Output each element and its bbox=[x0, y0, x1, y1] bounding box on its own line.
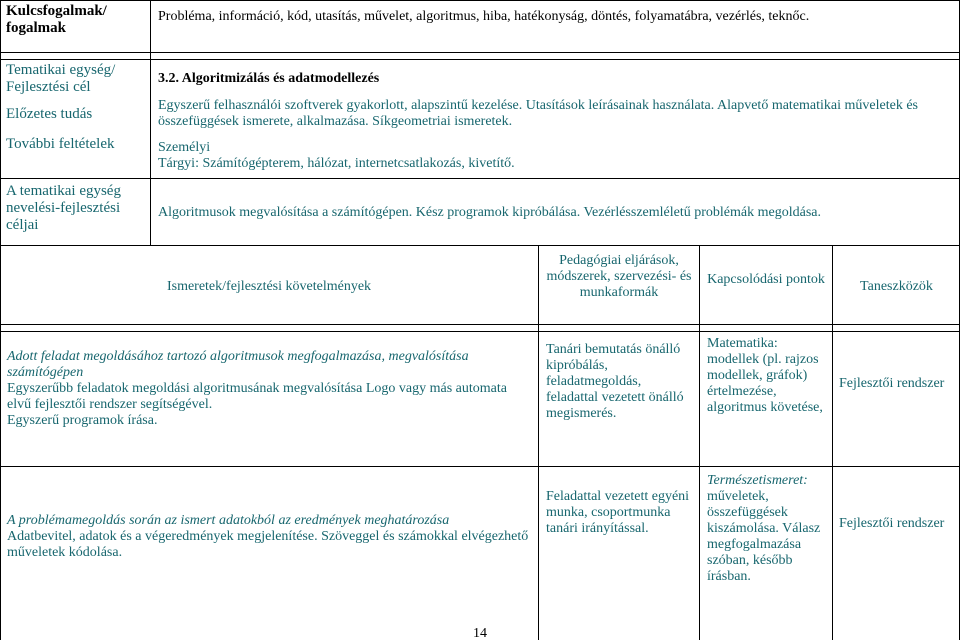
prior-knowledge-label: Előzetes tudás bbox=[6, 106, 93, 122]
col-divider-2 bbox=[699, 246, 700, 640]
header-tools: Taneszközök bbox=[860, 279, 933, 294]
connections-subject: Matematika: bbox=[707, 336, 778, 351]
key-concepts-label: Kulcsfogalmak/ fogalmak bbox=[6, 3, 107, 36]
col-divider-1 bbox=[538, 246, 539, 640]
personal-conditions: Személyi bbox=[158, 140, 211, 155]
connections-text: modellek (pl. rajzos modellek, gráfok) értelmezése, algoritmus követése, bbox=[707, 352, 823, 415]
col-divider-3 bbox=[832, 246, 833, 640]
connections-text: műveletek, összefüggések kiszámolása. Válasz megfogalmazása szóban, később írásban. bbox=[707, 489, 821, 584]
further-conditions-label: További feltételek bbox=[6, 136, 115, 152]
header-knowledge: Ismeretek/fejlesztési követelmények bbox=[166, 279, 372, 294]
header-methods: Pedagógiai eljárások, módszerek, szervezési- és munkaformák bbox=[546, 253, 692, 300]
topic-divider bbox=[150, 0, 151, 246]
topic-row-divider-2 bbox=[0, 59, 960, 60]
unit-goal-label: Tematikai egység/ Fejlesztési cél bbox=[6, 62, 116, 95]
tools-cell: Fejlesztői rendszer bbox=[839, 376, 945, 391]
knowledge-title: A problémamegoldás során az ismert adatokból az eredmények meghatározása bbox=[7, 513, 450, 528]
header-row-divider-2 bbox=[0, 331, 960, 332]
key-concepts-value: Probléma, információ, kód, utasítás, művelet, algoritmus, hiba, hatékonyság, döntés, folyamatábra, vezérlés, teknőc. bbox=[158, 9, 810, 24]
topic-row-divider-3 bbox=[0, 178, 960, 179]
knowledge-cell bbox=[7, 513, 532, 561]
connections-subject: Természetismeret: bbox=[707, 473, 808, 488]
header-connections: Kapcsolódási pontok bbox=[707, 272, 825, 287]
topic-row-divider-1 bbox=[0, 52, 960, 53]
knowledge-body: Egyszerűbb feladatok megoldási algoritmusának megvalósítása Logo vagy más automata elvű fejlesztői rendszer segítségével. bbox=[7, 381, 507, 412]
knowledge-title: Adott feladat megoldásához tartozó algoritmusok megfogalmazása, megvalósítása számítógépen bbox=[7, 349, 469, 380]
body-row-divider bbox=[0, 466, 960, 467]
prior-knowledge-text: Egyszerű felhasználói szoftverek gyakorlott, alapszintű kezelése. Utasítások leírásainak használata. Alapvető matematikai műveletek és összefüggések ismerete, alkalmazása. Síkgeometriai ismeretek. bbox=[158, 98, 918, 129]
material-conditions: Tárgyi: Számítógépterem, hálózat, internetcsatlakozás, kivetítő. bbox=[158, 156, 515, 171]
unit-title: 3.2. Algoritmizálás és adatmodellezés bbox=[158, 71, 380, 86]
methods-cell: Feladattal vezetett egyéni munka, csoportmunka tanári irányítással. bbox=[546, 489, 690, 536]
header-row-divider bbox=[0, 324, 960, 325]
knowledge-cell bbox=[7, 349, 532, 429]
connections-cell bbox=[707, 473, 829, 607]
page-number: 14 bbox=[473, 626, 487, 641]
methods-cell: Tanári bemutatás önálló kipróbálás, feladatmegoldás, feladattal vezetett önálló megismerés. bbox=[546, 342, 684, 421]
tools-cell: Fejlesztői rendszer bbox=[839, 516, 945, 531]
knowledge-body: Adatbevitel, adatok és a végeredmények megjelenítése. Szöveggel és számokkal elvégezhető műveletek kódolása. bbox=[7, 529, 529, 560]
connections-cell bbox=[707, 336, 829, 464]
unit-aims-text: Algoritmusok megvalósítása a számítógépen. Kész programok kipróbálása. Vezérlésszemléletű problémák megoldása. bbox=[158, 205, 821, 220]
unit-aims-label: A tematikai egység nevelési-fejlesztési céljai bbox=[6, 183, 121, 233]
knowledge-extra: Egyszerű programok írása. bbox=[7, 413, 158, 428]
